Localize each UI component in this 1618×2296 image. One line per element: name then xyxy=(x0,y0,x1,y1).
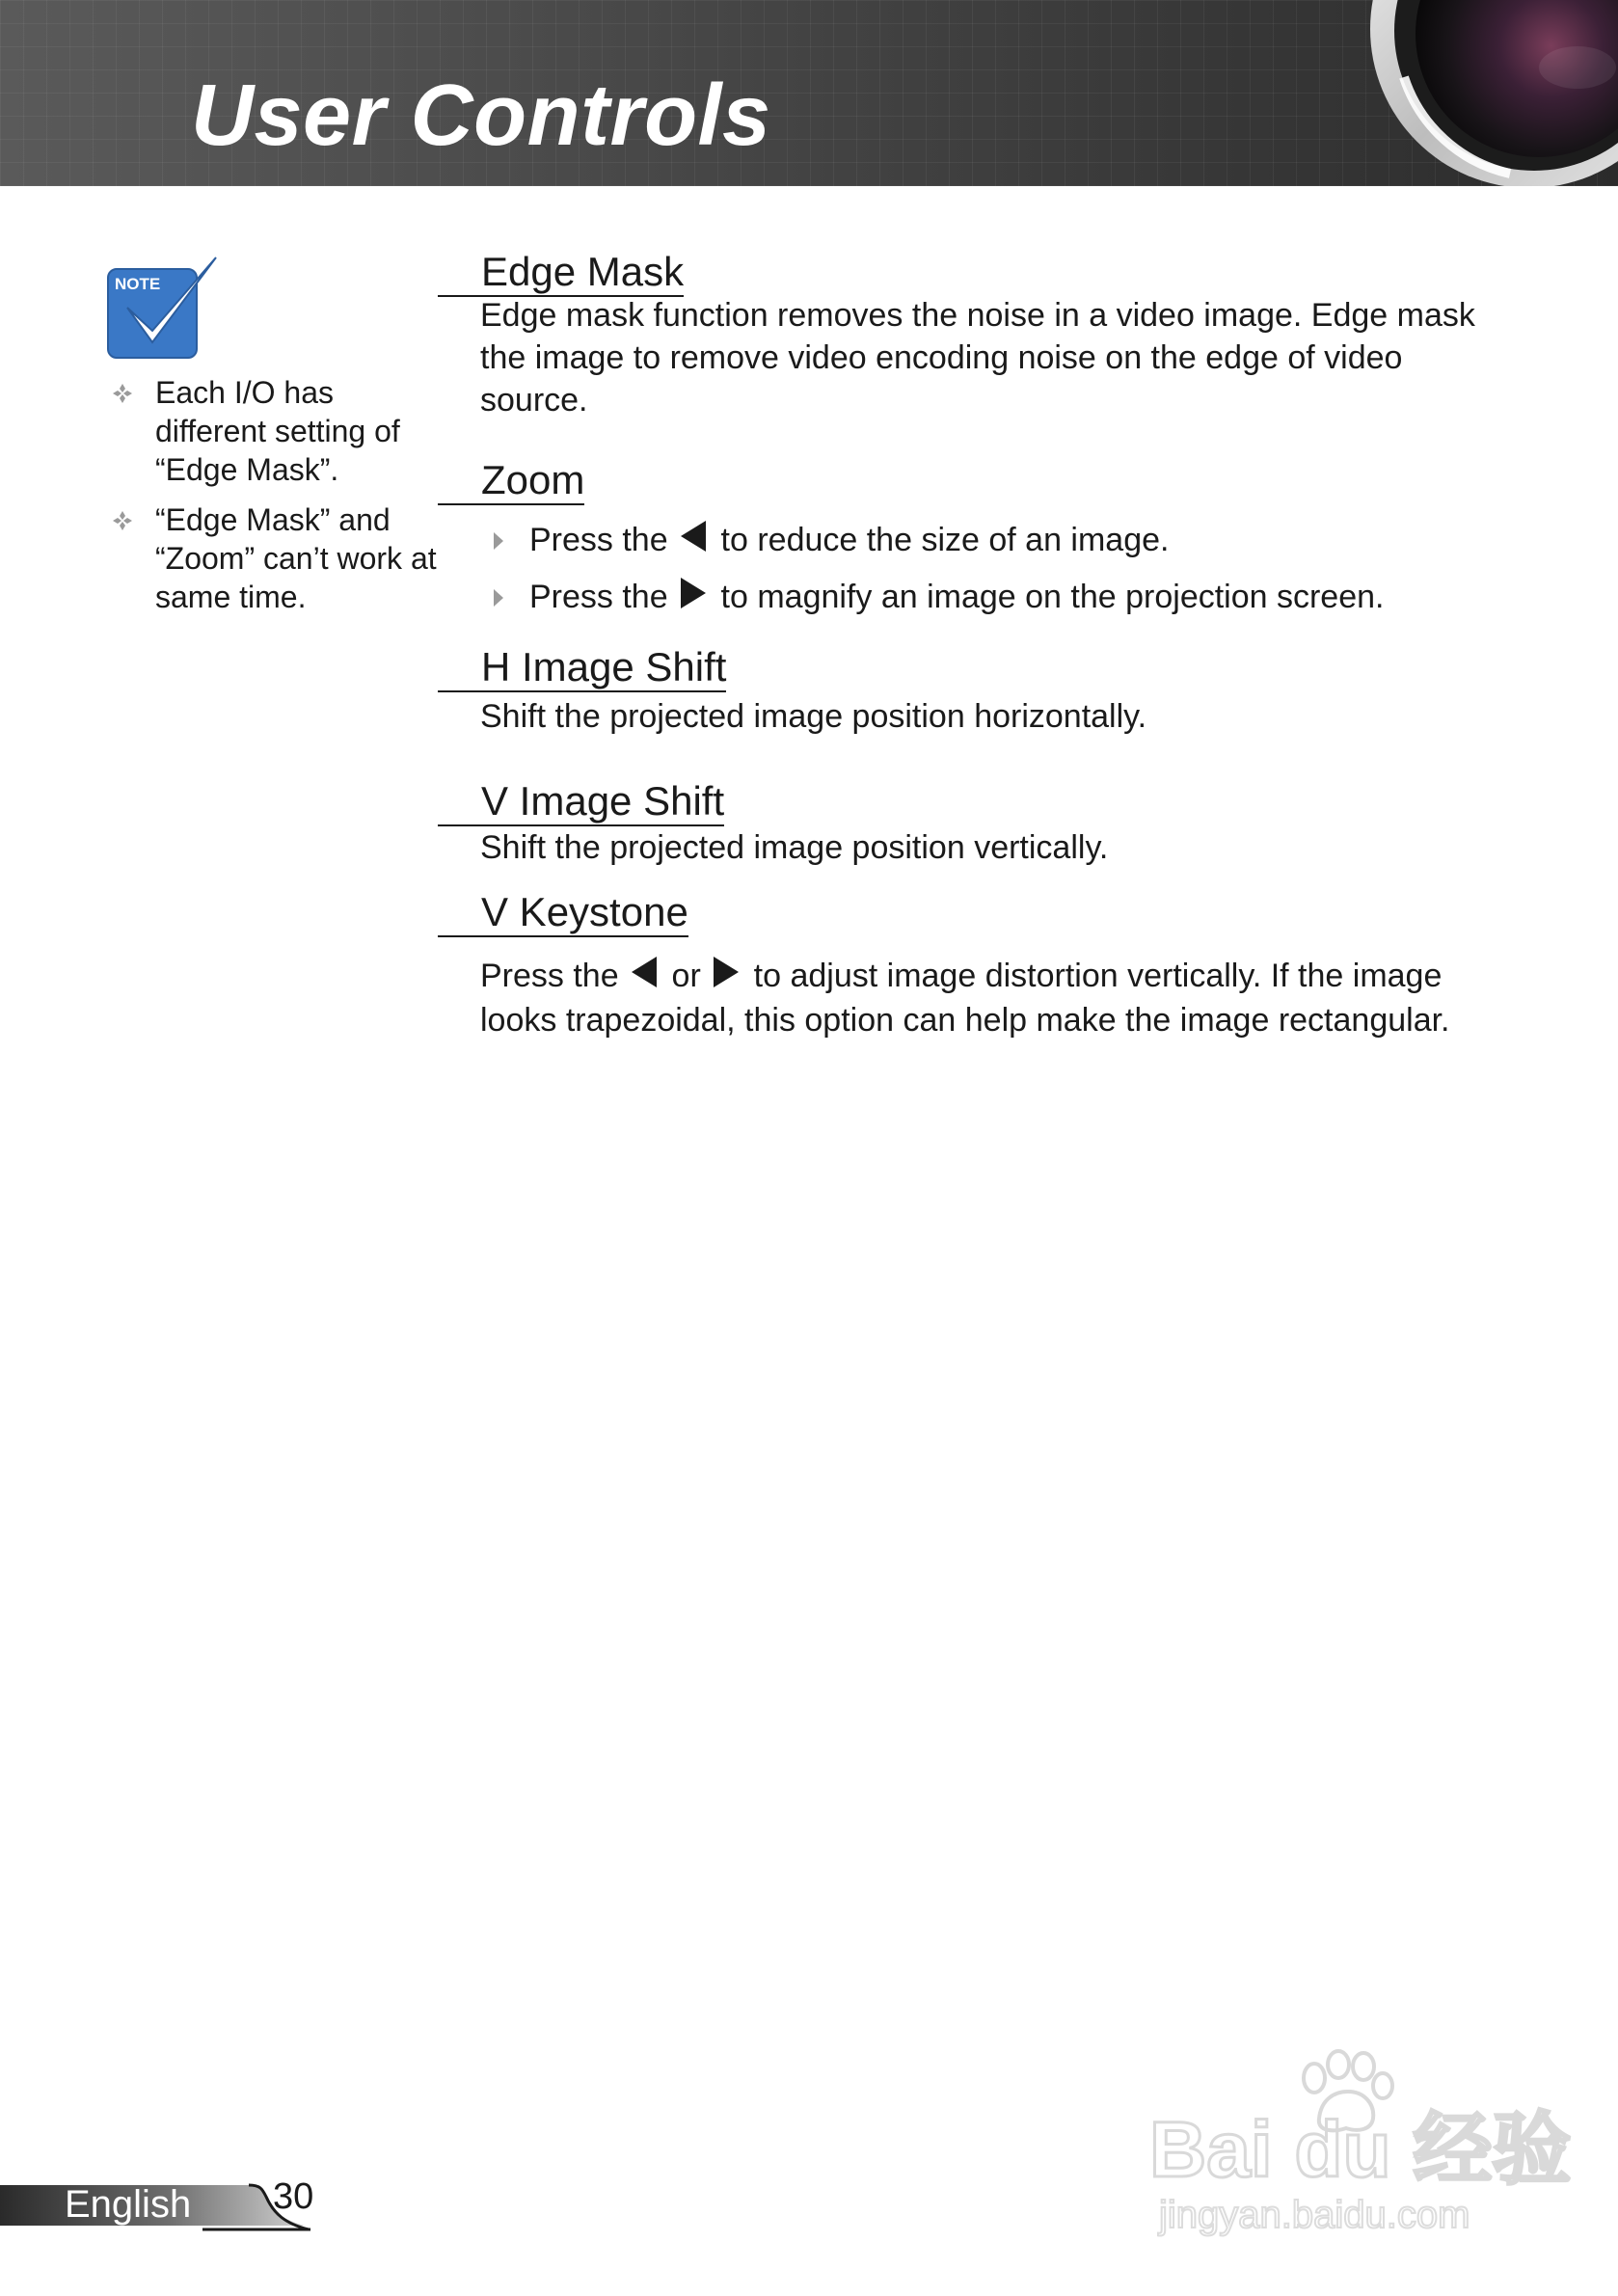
zoom-magnify-item xyxy=(488,576,1384,618)
note-check-icon xyxy=(106,256,220,364)
zoom-magnify-prefix: Press the xyxy=(529,579,668,615)
v-keystone-description xyxy=(480,954,1522,1042)
h-image-shift-heading: H Image Shift xyxy=(438,644,726,692)
note-item xyxy=(112,373,449,489)
v-image-shift-heading: V Image Shift xyxy=(438,778,724,826)
watermark-url: jingyan.baidu.com xyxy=(1159,2194,1470,2236)
page-header xyxy=(0,0,1618,186)
note-item xyxy=(112,500,449,616)
right-arrow-icon xyxy=(679,576,708,610)
zoom-reduce-item xyxy=(488,519,1384,561)
v-keystone-heading: V Keystone xyxy=(438,889,688,937)
edge-mask-description: Edge mask function removes the noise in a video image. Edge mask the image to remove video encoding noise on the edge of video source. xyxy=(480,297,1475,419)
note-item-text: “Edge Mask” and “Zoom” can’t work at same time. xyxy=(155,502,437,614)
footer-language: English xyxy=(65,2183,192,2226)
right-arrow-icon xyxy=(712,955,741,989)
diamond-bullet-icon xyxy=(112,383,133,404)
camera-lens-icon xyxy=(1365,0,1618,186)
bullet-triangle-icon xyxy=(492,587,505,608)
watermark-brand: Bai du 经验 xyxy=(1149,2106,1572,2194)
edge-mask-heading: Edge Mask xyxy=(438,249,684,297)
zoom-reduce-suffix: to reduce the size of an image. xyxy=(720,522,1170,558)
note-item-text: Each I/O has different setting of “Edge Mask”. xyxy=(155,375,400,487)
zoom-reduce-prefix: Press the xyxy=(529,522,668,558)
zoom-magnify-suffix: to magnify an image on the projection screen. xyxy=(720,579,1385,615)
h-image-shift-description: Shift the projected image position horizontally. xyxy=(480,698,1147,735)
v-keystone-prefix: Press the xyxy=(480,958,619,994)
page-title: User Controls xyxy=(191,68,771,164)
zoom-heading: Zoom xyxy=(438,457,584,505)
diamond-bullet-icon xyxy=(112,510,133,531)
note-list xyxy=(112,373,449,628)
left-arrow-icon xyxy=(630,955,659,989)
zoom-instructions xyxy=(488,519,1384,633)
v-image-shift-description: Shift the projected image position vertically. xyxy=(480,829,1109,866)
left-arrow-icon xyxy=(679,519,708,554)
note-badge-label: NOTE xyxy=(115,275,161,293)
bullet-triangle-icon xyxy=(492,530,505,552)
v-keystone-connector: or xyxy=(671,958,701,994)
page-number: 30 xyxy=(273,2176,314,2217)
baidu-watermark xyxy=(1146,2049,1572,2242)
v-keystone-suffix: to adjust image distortion vertically. If the image looks trapezoidal, this option can help make the image rectangular. xyxy=(480,958,1450,1039)
